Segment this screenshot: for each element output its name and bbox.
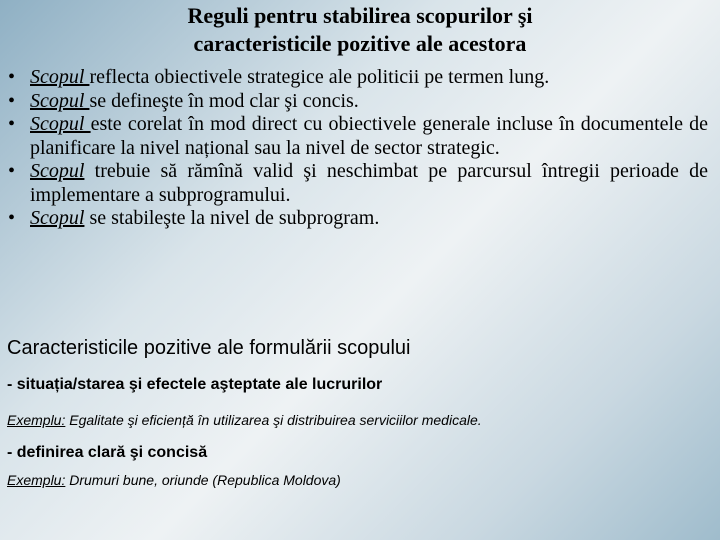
bullet-text: se stabileşte la nivel de subprogram.	[84, 207, 380, 229]
characteristic-2: - definirea clară şi concisă	[7, 444, 208, 461]
keyword: Scopul	[30, 113, 91, 135]
example-2	[7, 472, 341, 488]
example-label: Exemplu:	[7, 472, 66, 488]
list-item	[6, 207, 708, 231]
example-text: Egalitate şi eficiență în utilizarea şi distribuirea serviciilor medicale.	[65, 412, 482, 428]
title-line-2: caracteristicile pozitive ale acestora	[193, 31, 527, 56]
keyword: Scopul	[30, 66, 90, 88]
bullet-text: se defineşte în mod clar şi concis.	[89, 89, 359, 112]
bullet-text: reflecta obiectivele strategice ale politicii pe termen lung.	[89, 66, 550, 88]
example-1	[7, 412, 482, 428]
bullet-text: este corelat în mod direct cu obiectivele generale incluse în documentele de planificare la nivel național sau la nivel de sector strategic.	[30, 113, 708, 159]
bullet-icon: •	[8, 66, 16, 88]
list-item	[6, 66, 708, 90]
page-title	[0, 2, 720, 58]
example-text: Drumuri bune, oriunde (Republica Moldova)	[65, 472, 341, 488]
keyword: Scopul	[30, 89, 90, 112]
bullet-icon: •	[8, 113, 16, 135]
example-label: Exemplu:	[7, 412, 66, 428]
list-item	[6, 160, 708, 207]
list-item	[6, 113, 708, 160]
bullet-icon: •	[8, 207, 16, 229]
list-item	[6, 90, 708, 114]
title-line-1: Reguli pentru stabilirea scopurilor şi	[187, 3, 533, 28]
keyword: Scopul	[30, 207, 85, 229]
characteristic-1: - situația/starea şi efectele aşteptate ale lucrurilor	[7, 376, 383, 393]
bullet-icon: •	[8, 160, 16, 182]
rules-list	[6, 66, 708, 231]
bullet-icon: •	[8, 89, 16, 112]
section-heading: Caracteristicile pozitive ale formulării scopului	[7, 337, 411, 359]
bullet-text: trebuie să rămînă valid şi neschimbat pe parcursul întregii perioade de implementare a subprogramului.	[30, 160, 708, 206]
keyword: Scopul	[30, 160, 85, 182]
